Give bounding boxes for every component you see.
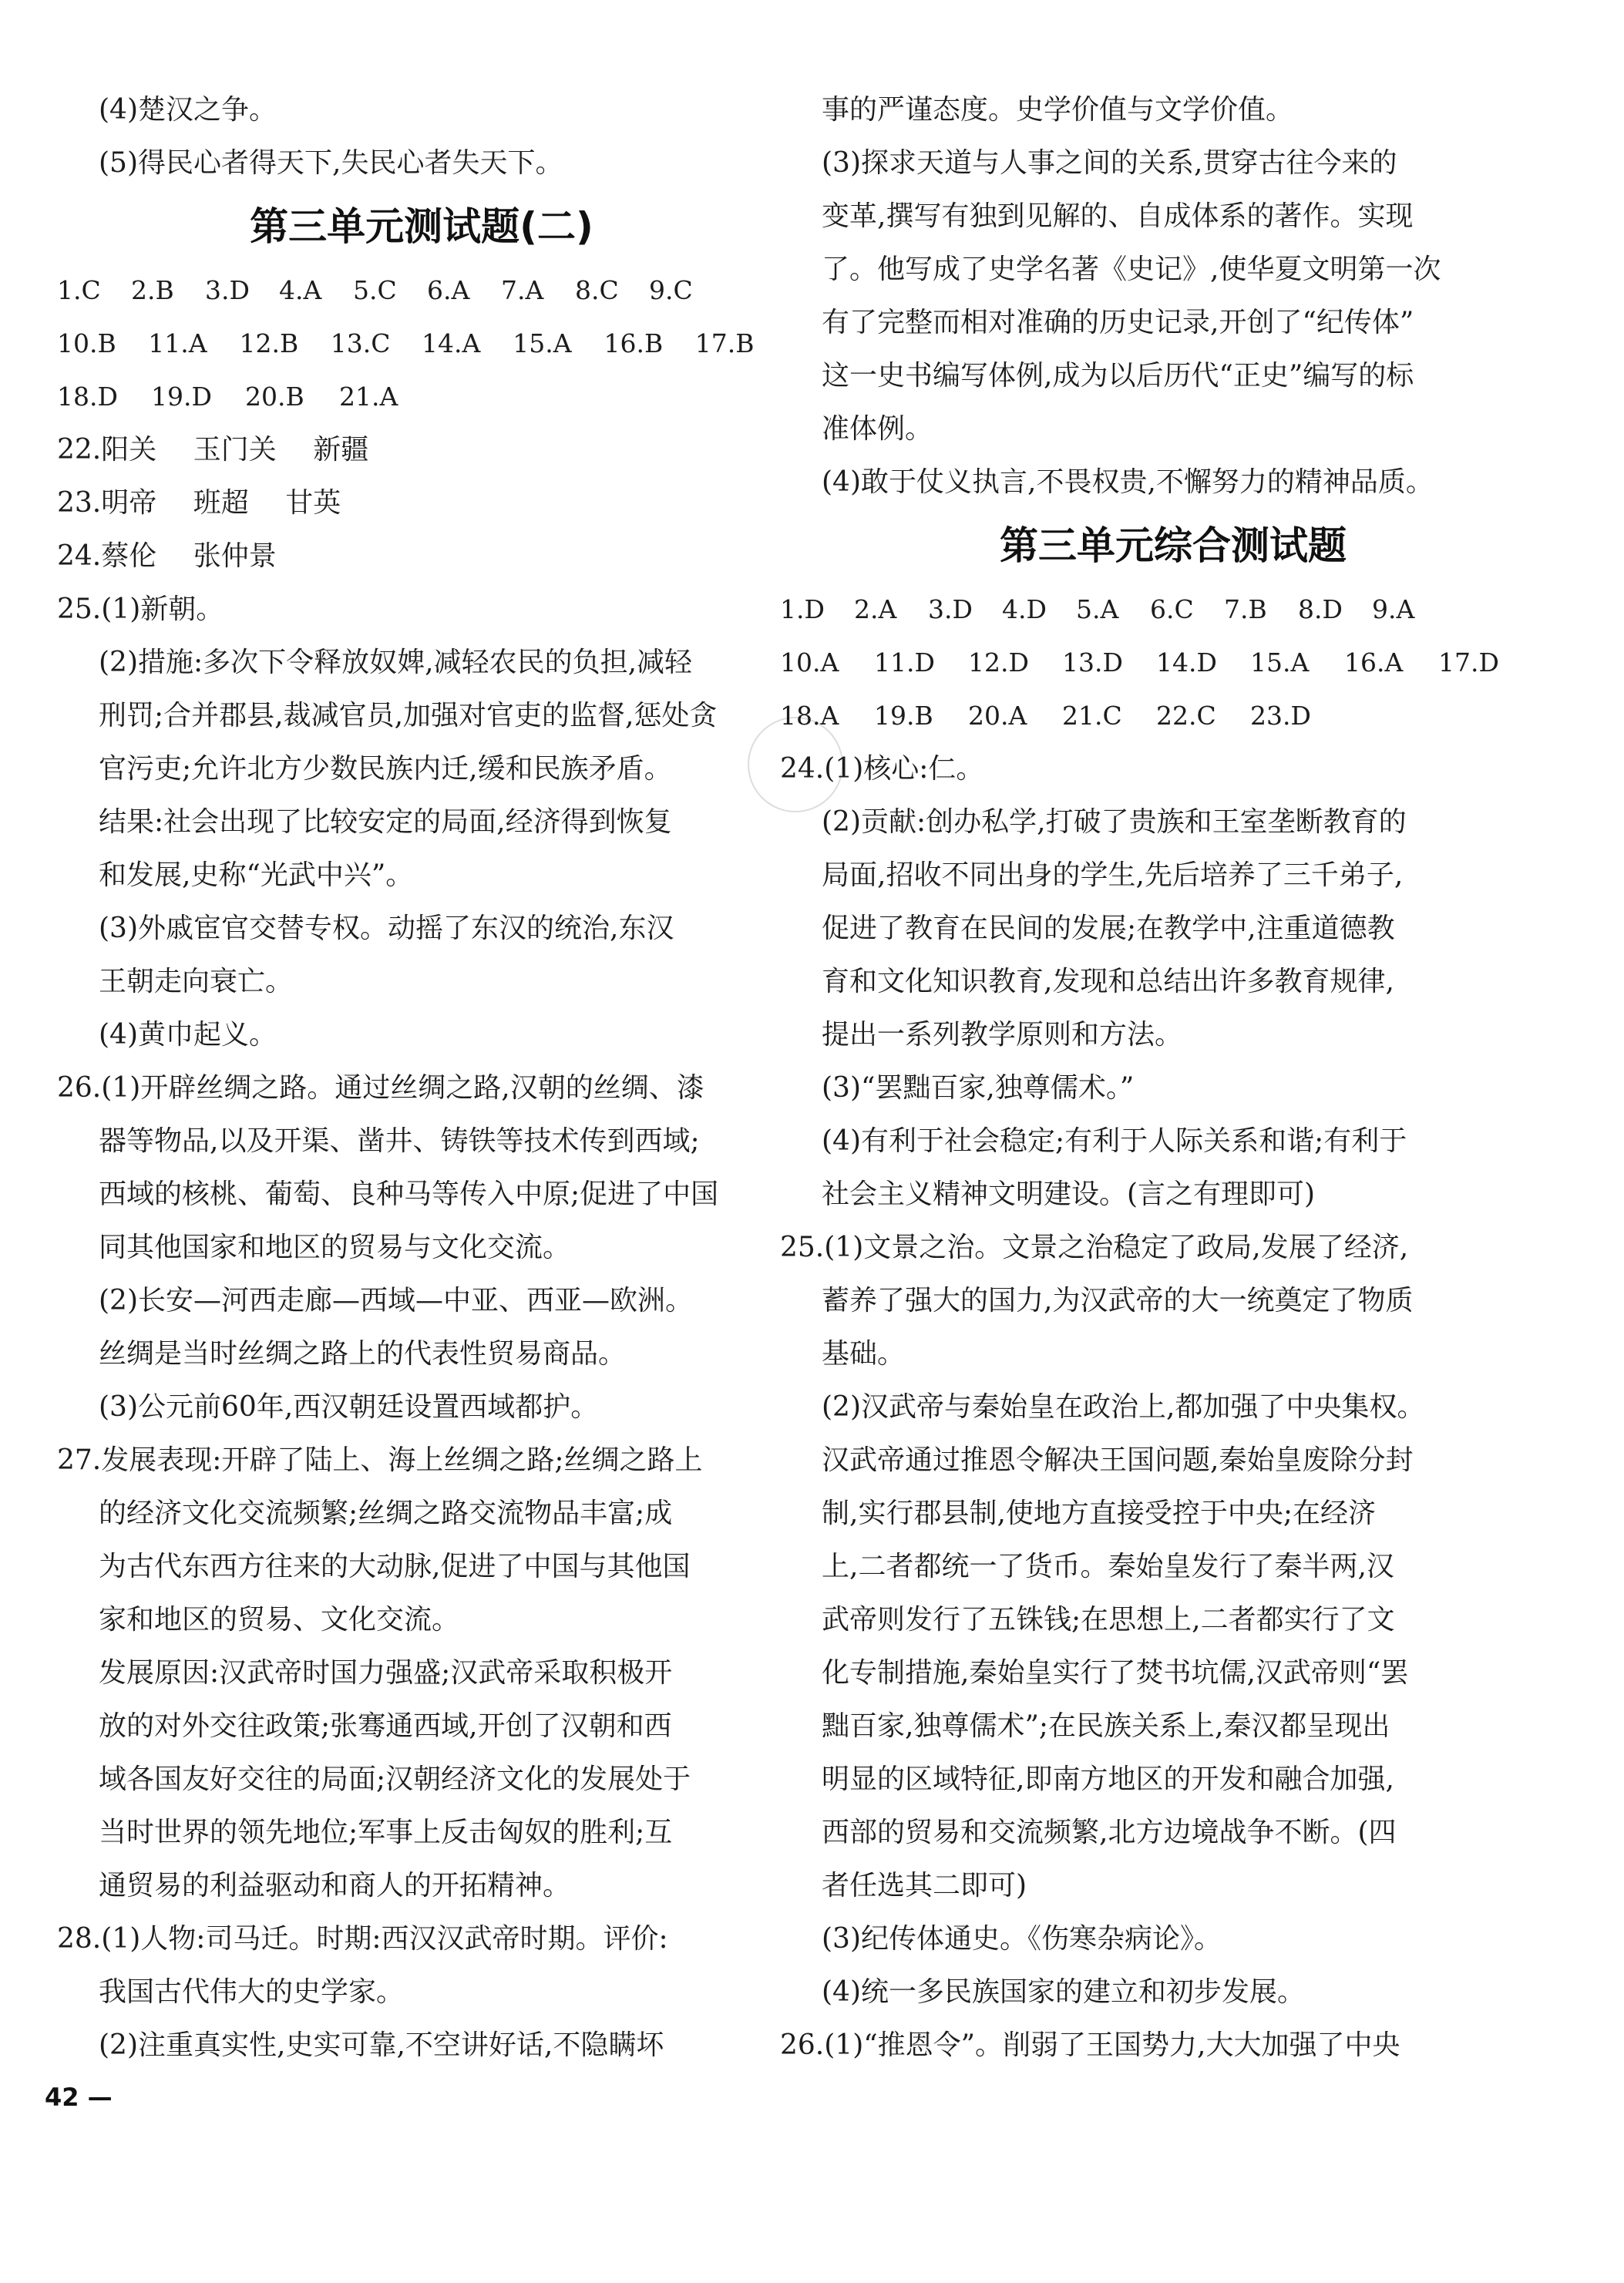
answer-item: 11.D bbox=[874, 647, 935, 678]
answer-24 bbox=[57, 530, 786, 583]
text-line: 明显的区域特征,即南方地区的开发和融合加强, bbox=[822, 1764, 1394, 1795]
text-line: 28.(1)人物:司马迁。时期:西汉汉武帝时期。评价: bbox=[57, 1923, 668, 1955]
answer-item: 18.D bbox=[57, 382, 118, 412]
text-line: (2)长安—河西走廊—西域—中亚、西亚—欧洲。 bbox=[99, 1285, 693, 1316]
text-line: (4)统一多民族国家的建立和初步发展。 bbox=[822, 1976, 1305, 2008]
page-number: 42 — bbox=[45, 2083, 113, 2112]
answer-item: 3.D bbox=[928, 594, 973, 624]
text-line: 制,实行郡县制,使地方直接受控于中央;在经济 bbox=[822, 1498, 1377, 1529]
answer-item: 5.A bbox=[1076, 594, 1119, 624]
answer-item: 2.A bbox=[854, 594, 897, 624]
text-line: 24.(1)核心:仁。 bbox=[780, 753, 984, 785]
answer-part: 23.明帝 bbox=[57, 487, 157, 519]
text-line: 刑罚;合并郡县,裁减官员,加强对官吏的监督,惩处贪 bbox=[99, 700, 718, 731]
text-line: (2)措施:多次下令释放奴婢,减轻农民的负担,减轻 bbox=[99, 647, 693, 678]
text-line: 西域的核桃、葡萄、良种马等传入中原;促进了中国 bbox=[99, 1178, 719, 1210]
text-line: 武帝则发行了五铢钱;在思想上,二者都实行了文 bbox=[822, 1604, 1395, 1636]
answer-item: 15.A bbox=[1250, 647, 1310, 678]
answer-item: 20.B bbox=[245, 382, 304, 412]
answer-item: 23.D bbox=[1250, 701, 1311, 731]
answer-item: 20.A bbox=[968, 701, 1027, 731]
answer-item: 16.A bbox=[1344, 647, 1404, 678]
answer-item: 7.B bbox=[1224, 594, 1267, 624]
answer-part: 新疆 bbox=[313, 434, 369, 466]
answer-item: 22.C bbox=[1156, 701, 1216, 731]
answer-item: 6.C bbox=[1150, 594, 1194, 624]
answer-item: 17.B bbox=[694, 328, 755, 358]
answer-item: 14.D bbox=[1156, 647, 1217, 678]
text-line: (5)得民心者得天下,失民心者失天下。 bbox=[99, 147, 563, 179]
text-line: 同其他国家和地区的贸易与文化交流。 bbox=[99, 1232, 571, 1263]
answer-item: 19.D bbox=[151, 382, 212, 412]
text-line: 25.(1)文景之治。文景之治稳定了政局,发展了经济, bbox=[780, 1232, 1409, 1263]
answer-part: 班超 bbox=[193, 487, 249, 519]
answer-item: 12.B bbox=[239, 328, 299, 358]
answer-item: 13.C bbox=[330, 328, 391, 358]
answer-part: 甘英 bbox=[285, 487, 341, 519]
text-line: 结果:社会出现了比较安定的局面,经济得到恢复 bbox=[99, 806, 672, 838]
answer-22 bbox=[57, 423, 786, 476]
answer-row bbox=[780, 583, 1566, 636]
left-column bbox=[57, 83, 786, 2072]
text-line: 者任选其二即可) bbox=[822, 1870, 1027, 1901]
text-line: (4)有利于社会稳定;有利于人际关系和谐;有利于 bbox=[822, 1125, 1407, 1157]
answer-row bbox=[57, 317, 786, 370]
answer-row bbox=[780, 689, 1566, 742]
text-line: (2)注重真实性,史实可靠,不空讲好话,不隐瞒坏 bbox=[99, 2029, 664, 2061]
text-line: 的经济文化交流频繁;丝绸之路交流物品丰富;成 bbox=[99, 1498, 673, 1529]
text-line: 化专制措施,秦始皇实行了焚书坑儒,汉武帝则“罢 bbox=[822, 1657, 1409, 1689]
answer-item: 5.C bbox=[353, 275, 397, 305]
text-line: 27.发展表现:开辟了陆上、海上丝绸之路;丝绸之路上 bbox=[57, 1444, 703, 1476]
text-line: 促进了教育在民间的发展;在教学中,注重道德教 bbox=[822, 913, 1395, 944]
text-line: 26.(1)开辟丝绸之路。通过丝绸之路,汉朝的丝绸、漆 bbox=[57, 1072, 704, 1104]
text-line: (3)公元前60年,西汉朝廷设置西域都护。 bbox=[99, 1391, 599, 1423]
text-line: 26.(1)“推恩令”。削弱了王国势力,大大加强了中央 bbox=[780, 2029, 1400, 2061]
text-line: 育和文化知识教育,发现和总结出许多教育规律, bbox=[822, 966, 1394, 997]
text-line: (2)贡献:创办私学,打破了贵族和王室垄断教育的 bbox=[822, 806, 1407, 838]
text-line: 放的对外交往政策;张骞通西域,开创了汉朝和西 bbox=[99, 1710, 672, 1742]
text-line: 变革,撰写有独到见解的、自成体系的著作。实现 bbox=[822, 200, 1414, 232]
text-line: (3)纪传体通史。《伤寒杂病论》。 bbox=[822, 1923, 1222, 1955]
text-line: 为古代东西方往来的大动脉,促进了中国与其他国 bbox=[99, 1551, 691, 1582]
answer-row bbox=[57, 264, 786, 317]
text-line: 黜百家,独尊儒术”;在民族关系上,秦汉都呈现出 bbox=[822, 1710, 1390, 1742]
text-line: 这一史书编写体例,成为以后历代“正史”编写的标 bbox=[822, 360, 1414, 392]
text-line: 我国古代伟大的史学家。 bbox=[99, 1976, 405, 2008]
text-line: 王朝走向衰亡。 bbox=[99, 966, 294, 997]
text-line: 基础。 bbox=[822, 1338, 906, 1370]
text-line: 器等物品,以及开渠、凿井、铸铁等技术传到西域; bbox=[99, 1125, 700, 1157]
text-line: 发展原因:汉武帝时国力强盛;汉武帝采取积极开 bbox=[99, 1657, 673, 1689]
text-line: (4)楚汉之争。 bbox=[99, 94, 277, 126]
answer-item: 13.D bbox=[1062, 647, 1123, 678]
answer-item: 4.A bbox=[279, 275, 322, 305]
section-title: 第三单元测试题(二) bbox=[250, 204, 593, 249]
answer-item: 9.C bbox=[649, 275, 693, 305]
text-line: (2)汉武帝与秦始皇在政治上,都加强了中央集权。 bbox=[822, 1391, 1425, 1423]
answer-item: 1.C bbox=[57, 275, 101, 305]
text-line: 家和地区的贸易、文化交流。 bbox=[99, 1604, 460, 1636]
text-line: 丝绸是当时丝绸之路上的代表性贸易商品。 bbox=[99, 1338, 627, 1370]
answer-item: 4.D bbox=[1002, 594, 1047, 624]
text-line: 社会主义精神文明建设。(言之有理即可) bbox=[822, 1178, 1316, 1210]
text-line: (3)探求天道与人事之间的关系,贯穿古往今来的 bbox=[822, 147, 1397, 179]
answer-row bbox=[780, 636, 1566, 689]
answer-item: 9.A bbox=[1372, 594, 1415, 624]
text-line: 上,二者都统一了货币。秦始皇发行了秦半两,汉 bbox=[822, 1551, 1394, 1582]
text-line: 提出一系列教学原则和方法。 bbox=[822, 1019, 1183, 1051]
text-line: 有了完整而相对准确的历史记录,开创了“纪传体” bbox=[822, 307, 1414, 338]
answer-item: 21.A bbox=[339, 382, 398, 412]
text-line: 准体例。 bbox=[822, 413, 933, 445]
answer-item: 2.B bbox=[131, 275, 174, 305]
text-line: 了。他写成了史学名著《史记》,使华夏文明第一次 bbox=[822, 254, 1441, 285]
answer-item: 8.C bbox=[575, 275, 619, 305]
text-line: 域各国友好交往的局面;汉朝经济文化的发展处于 bbox=[99, 1764, 691, 1795]
section-title: 第三单元综合测试题 bbox=[1000, 523, 1347, 568]
text-line: (3)“罢黜百家,独尊儒术。” bbox=[822, 1072, 1135, 1104]
answer-item: 12.D bbox=[968, 647, 1029, 678]
answer-item: 14.A bbox=[422, 328, 481, 358]
text-line: 通贸易的利益驱动和商人的开拓精神。 bbox=[99, 1870, 571, 1901]
text-line: 25.(1)新朝。 bbox=[57, 593, 224, 625]
answer-item: 11.A bbox=[148, 328, 207, 358]
answer-item: 8.D bbox=[1298, 594, 1343, 624]
answer-part: 玉门关 bbox=[193, 434, 277, 466]
answer-part: 张仲景 bbox=[193, 540, 277, 572]
text-line: 蓄养了强大的国力,为汉武帝的大一统奠定了物质 bbox=[822, 1285, 1414, 1316]
text-line: 和发展,史称“光武中兴”。 bbox=[99, 859, 414, 891]
text-line: 当时世界的领先地位;军事上反击匈奴的胜利;互 bbox=[99, 1817, 673, 1848]
text-line: (3)外戚宦官交替专权。动摇了东汉的统治,东汉 bbox=[99, 913, 674, 944]
answer-item: 16.B bbox=[604, 328, 664, 358]
answer-item: 6.A bbox=[427, 275, 470, 305]
text-line: (4)黄巾起义。 bbox=[99, 1019, 277, 1051]
answer-item: 10.B bbox=[57, 328, 116, 358]
right-column bbox=[780, 83, 1566, 2072]
answer-item: 18.A bbox=[780, 701, 839, 731]
answer-item: 3.D bbox=[205, 275, 250, 305]
text-line: (4)敢于仗义执言,不畏权贵,不懈努力的精神品质。 bbox=[822, 466, 1434, 498]
text-line: 局面,招收不同出身的学生,先后培养了三千弟子, bbox=[822, 859, 1404, 891]
text-line: 汉武帝通过推恩令解决王国问题,秦始皇废除分封 bbox=[822, 1444, 1414, 1476]
text-line: 西部的贸易和交流频繁,北方边境战争不断。(四 bbox=[822, 1817, 1397, 1848]
text-line: 官污吏;允许北方少数民族内迁,缓和民族矛盾。 bbox=[99, 753, 672, 785]
answer-item: 1.D bbox=[780, 594, 825, 624]
answer-part: 22.阳关 bbox=[57, 434, 157, 466]
text-line: 事的严谨态度。史学价值与文学价值。 bbox=[822, 94, 1294, 126]
answer-item: 10.A bbox=[780, 647, 839, 678]
answer-item: 19.B bbox=[874, 701, 933, 731]
answer-item: 21.C bbox=[1062, 701, 1122, 731]
answer-row bbox=[57, 370, 786, 423]
answer-item: 7.A bbox=[501, 275, 544, 305]
answer-23 bbox=[57, 476, 786, 530]
answer-item: 17.D bbox=[1438, 647, 1499, 678]
answer-item: 15.A bbox=[513, 328, 572, 358]
answer-part: 24.蔡伦 bbox=[57, 540, 157, 572]
